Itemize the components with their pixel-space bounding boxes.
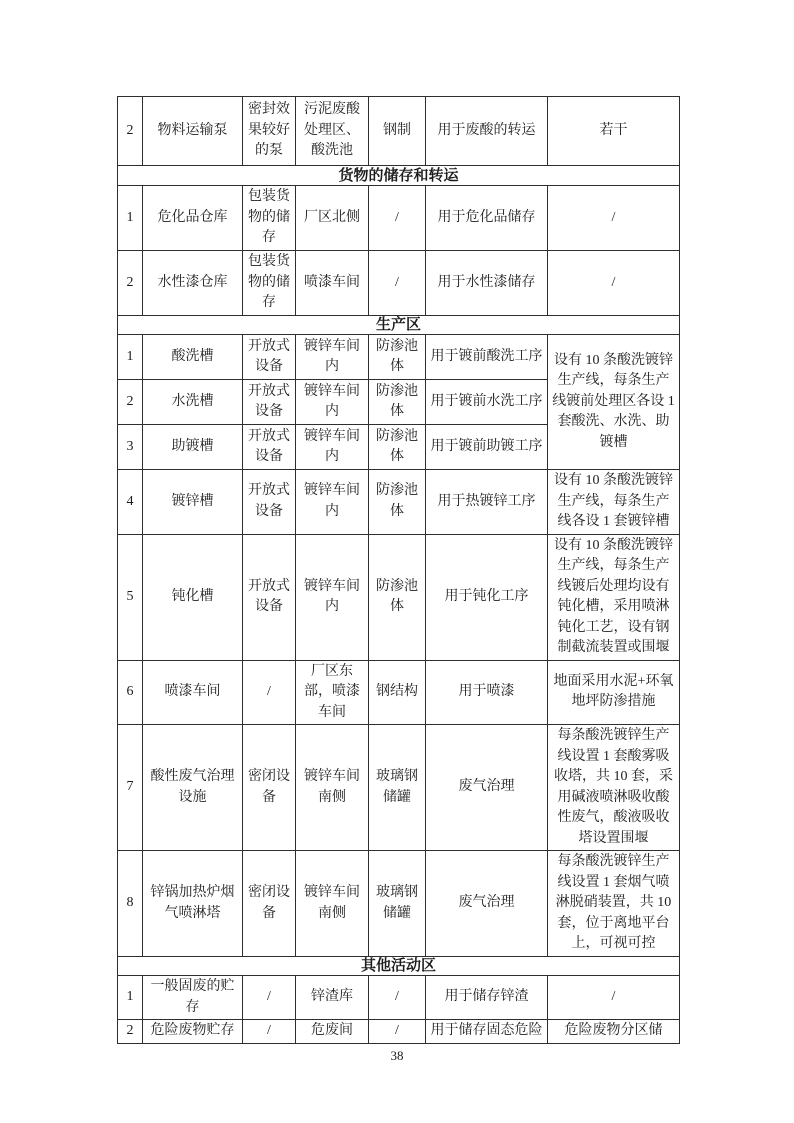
section-header-label: 其他活动区 bbox=[118, 957, 680, 976]
cell-serial: 1 bbox=[118, 186, 143, 251]
cell-structure: 防渗池体 bbox=[369, 534, 426, 660]
cell-feature: 包装货物的储存 bbox=[243, 186, 296, 251]
cell-serial: 2 bbox=[118, 251, 143, 316]
cell-remark: 若干 bbox=[548, 97, 680, 166]
cell-feature: 开放式设备 bbox=[243, 380, 296, 425]
cell-feature: / bbox=[243, 1020, 296, 1044]
cell-serial: 2 bbox=[118, 380, 143, 425]
cell-location: 喷漆车间 bbox=[296, 251, 369, 316]
cell-name: 钝化槽 bbox=[143, 534, 243, 660]
cell-feature: 开放式设备 bbox=[243, 425, 296, 470]
cell-purpose: 用于镀前助镀工序 bbox=[426, 425, 548, 470]
cell-remark: 设有 10 条酸洗镀锌生产线，每条生产线各设 1 套镀锌槽 bbox=[548, 470, 680, 535]
table-row bbox=[118, 534, 680, 660]
table-row bbox=[118, 660, 680, 725]
cell-name: 水洗槽 bbox=[143, 380, 243, 425]
cell-feature: 密闭设备 bbox=[243, 725, 296, 851]
cell-structure: 玻璃钢储罐 bbox=[369, 725, 426, 851]
cell-name: 喷漆车间 bbox=[143, 660, 243, 725]
cell-location: 镀锌车间内 bbox=[296, 335, 369, 380]
cell-feature: 开放式设备 bbox=[243, 335, 296, 380]
table-row bbox=[118, 725, 680, 851]
cell-serial: 2 bbox=[118, 97, 143, 166]
cell-remark: 每条酸洗镀锌生产线设置 1 套烟气喷淋脱硝装置，共 10 套，位于离地平台上，可视可控 bbox=[548, 851, 680, 957]
cell-structure: 防渗池体 bbox=[369, 380, 426, 425]
cell-structure: 玻璃钢储罐 bbox=[369, 851, 426, 957]
cell-location: 危废间 bbox=[296, 1020, 369, 1044]
table-row bbox=[118, 335, 680, 380]
table-row bbox=[118, 851, 680, 957]
table-row bbox=[118, 97, 680, 166]
cell-feature: 密闭设备 bbox=[243, 851, 296, 957]
cell-name: 危化品仓库 bbox=[143, 186, 243, 251]
cell-location: 镀锌车间内 bbox=[296, 470, 369, 535]
cell-structure: / bbox=[369, 1020, 426, 1044]
cell-structure: 钢结构 bbox=[369, 660, 426, 725]
cell-serial: 4 bbox=[118, 470, 143, 535]
cell-remark: / bbox=[548, 186, 680, 251]
cell-name: 一般固废的贮存 bbox=[143, 976, 243, 1020]
cell-purpose: 用于热镀锌工序 bbox=[426, 470, 548, 535]
cell-feature: / bbox=[243, 660, 296, 725]
cell-location: 污泥废酸处理区、酸洗池 bbox=[296, 97, 369, 166]
facility-table bbox=[117, 96, 680, 1044]
table-row bbox=[118, 1020, 680, 1044]
cell-serial: 1 bbox=[118, 335, 143, 380]
cell-location: 镀锌车间南侧 bbox=[296, 725, 369, 851]
cell-purpose: 用于储存固态危险 bbox=[426, 1020, 548, 1044]
cell-structure: / bbox=[369, 976, 426, 1020]
cell-structure: / bbox=[369, 186, 426, 251]
cell-location: 镀锌车间内 bbox=[296, 425, 369, 470]
cell-remark: / bbox=[548, 976, 680, 1020]
cell-purpose: 用于钝化工序 bbox=[426, 534, 548, 660]
cell-remark-merged: 设有 10 条酸洗镀锌生产线，每条生产线镀前处理区各设 1 套酸洗、水洗、助镀槽 bbox=[548, 335, 680, 470]
cell-location: 厂区北侧 bbox=[296, 186, 369, 251]
cell-feature: / bbox=[243, 976, 296, 1020]
section-header-other bbox=[118, 957, 680, 976]
cell-serial: 8 bbox=[118, 851, 143, 957]
cell-purpose: 用于废酸的转运 bbox=[426, 97, 548, 166]
cell-purpose: 废气治理 bbox=[426, 851, 548, 957]
table-row bbox=[118, 186, 680, 251]
cell-name: 危险废物贮存 bbox=[143, 1020, 243, 1044]
cell-purpose: 用于危化品储存 bbox=[426, 186, 548, 251]
cell-serial: 2 bbox=[118, 1020, 143, 1044]
cell-name: 酸性废气治理设施 bbox=[143, 725, 243, 851]
cell-location: 镀锌车间内 bbox=[296, 380, 369, 425]
cell-serial: 5 bbox=[118, 534, 143, 660]
cell-name: 助镀槽 bbox=[143, 425, 243, 470]
page-number: 38 bbox=[390, 1048, 404, 1063]
table-row bbox=[118, 470, 680, 535]
cell-structure: 防渗池体 bbox=[369, 335, 426, 380]
cell-name: 物料运输泵 bbox=[143, 97, 243, 166]
cell-name: 锌锅加热炉烟气喷淋塔 bbox=[143, 851, 243, 957]
cell-purpose: 用于水性漆储存 bbox=[426, 251, 548, 316]
table-row bbox=[118, 976, 680, 1020]
section-header-production bbox=[118, 316, 680, 335]
cell-purpose: 用于储存锌渣 bbox=[426, 976, 548, 1020]
cell-structure: 防渗池体 bbox=[369, 470, 426, 535]
cell-structure: 防渗池体 bbox=[369, 425, 426, 470]
cell-location: 厂区东部，喷漆车间 bbox=[296, 660, 369, 725]
cell-remark: 危险废物分区储 bbox=[548, 1020, 680, 1044]
cell-name: 酸洗槽 bbox=[143, 335, 243, 380]
cell-location: 镀锌车间南侧 bbox=[296, 851, 369, 957]
cell-purpose: 用于镀前水洗工序 bbox=[426, 380, 548, 425]
cell-feature: 密封效果较好的泵 bbox=[243, 97, 296, 166]
cell-structure: 钢制 bbox=[369, 97, 426, 166]
cell-purpose: 废气治理 bbox=[426, 725, 548, 851]
cell-purpose: 用于喷漆 bbox=[426, 660, 548, 725]
cell-remark: / bbox=[548, 251, 680, 316]
section-header-label: 货物的储存和转运 bbox=[118, 166, 680, 186]
cell-structure: / bbox=[369, 251, 426, 316]
cell-remark: 地面采用水泥+环氧地坪防渗措施 bbox=[548, 660, 680, 725]
cell-name: 水性漆仓库 bbox=[143, 251, 243, 316]
cell-remark: 每条酸洗镀锌生产线设置 1 套酸雾吸收塔，共 10 套，采用碱液喷淋吸收酸性废气，酸液吸收塔设置围堰 bbox=[548, 725, 680, 851]
cell-location: 锌渣库 bbox=[296, 976, 369, 1020]
cell-purpose: 用于镀前酸洗工序 bbox=[426, 335, 548, 380]
cell-feature: 开放式设备 bbox=[243, 534, 296, 660]
cell-serial: 3 bbox=[118, 425, 143, 470]
table-row bbox=[118, 251, 680, 316]
section-header-label: 生产区 bbox=[118, 316, 680, 335]
cell-serial: 1 bbox=[118, 976, 143, 1020]
cell-name: 镀锌槽 bbox=[143, 470, 243, 535]
cell-feature: 开放式设备 bbox=[243, 470, 296, 535]
cell-serial: 6 bbox=[118, 660, 143, 725]
cell-location: 镀锌车间内 bbox=[296, 534, 369, 660]
cell-remark: 设有 10 条酸洗镀锌生产线，每条生产线镀后处理均设有钝化槽，采用喷淋钝化工艺，设有钢制截流装置或围堰 bbox=[548, 534, 680, 660]
section-header-storage bbox=[118, 166, 680, 186]
cell-serial: 7 bbox=[118, 725, 143, 851]
cell-feature: 包装货物的储存 bbox=[243, 251, 296, 316]
